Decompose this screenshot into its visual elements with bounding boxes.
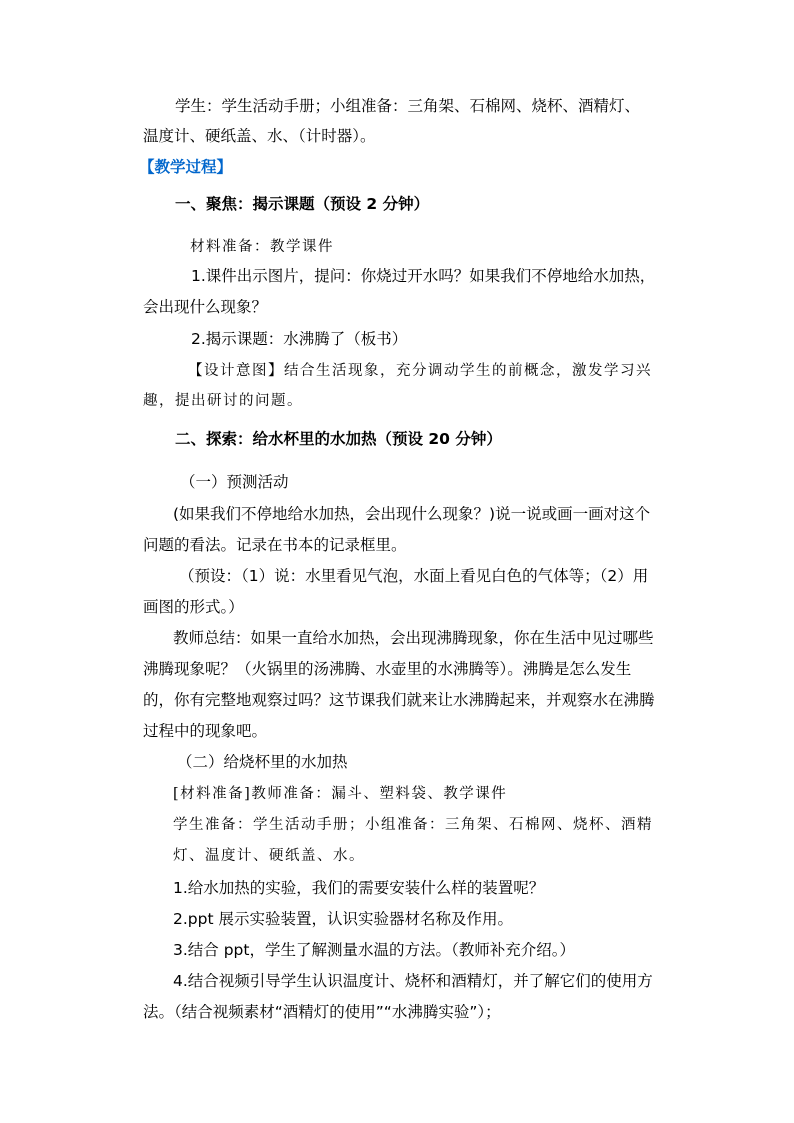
- sub-heading: 二、探索：给水杯里的水加热（预设 20 分钟）: [175, 430, 502, 448]
- text-line: 沸腾现象呢？（火锅里的汤沸腾、水壶里的水沸腾等）。沸腾是怎么发生: [143, 660, 632, 678]
- text-line: 4.结合视频引导学生认识温度计、烧杯和酒精灯，并了解它们的使用方: [173, 972, 653, 990]
- design-intent: 【设计意图】结合生活现象，充分调动学生的前概念，激发学习兴: [188, 363, 652, 379]
- text-line: 3.结合 ppt，学生了解测量水温的方法。（教师补充介绍。）: [173, 941, 575, 959]
- text-line: 会出现什么现象？: [143, 298, 268, 316]
- text-line: （二）给烧杯里的水加热: [177, 753, 348, 771]
- text-line: 1.课件出示图片，提问：你烧过开水吗？如果我们不停地给水加热，: [191, 267, 656, 285]
- text-line: 学生：学生活动手册；小组准备：三角架、石棉网、烧杯、酒精灯、: [175, 97, 641, 115]
- text-line: 教师总结：如果一直给水加热，会出现沸腾现象，你在生活中见过哪些: [173, 629, 654, 647]
- text-line: 趣，提出研讨的问题。: [143, 393, 303, 409]
- text-line: 问题的看法。记录在书本的记录框里。: [143, 536, 407, 554]
- text-line: 温度计、硬纸盖、水、（计时器）。: [143, 127, 376, 145]
- sub-heading: 一、聚焦：揭示课题（预设 2 分钟）: [175, 195, 430, 213]
- text-line: 过程中的现象吧。: [143, 722, 268, 740]
- text-line: 灯、温度计、硬纸盖、水。: [173, 848, 365, 864]
- text-line: [材料准备]教师准备：漏斗、塑料袋、教学课件: [173, 786, 508, 802]
- text-line: 的，你有完整地观察过吗？这节课我们就来让水沸腾起来，并观察水在沸腾: [143, 691, 655, 709]
- text-line: 材料准备：教学课件: [190, 239, 334, 255]
- text-line: 1.给水加热的实验，我们的需要安装什么样的装置呢？: [173, 879, 545, 897]
- text-line: 2.ppt 展示实验装置，认识实验器材名称及作用。: [173, 910, 513, 928]
- text-line: （一）预测活动: [180, 473, 289, 491]
- section-heading: 【教学过程】: [139, 158, 233, 176]
- text-line: （预设：（1）说：水里看见气泡，水面上看见白色的气体等；（2）用: [179, 567, 649, 585]
- text-line: 法。（结合视频素材“酒精灯的使用”“水沸腾实验”）；: [143, 1003, 501, 1021]
- text-line: 画图的形式。）: [143, 598, 244, 616]
- text-line: 学生准备：学生活动手册；小组准备：三角架、石棉网、烧杯、酒精: [173, 817, 653, 833]
- text-line: (如果我们不停地给水加热，会出现什么现象？)说一说或画一画对这个: [173, 505, 651, 523]
- text-line: 2.揭示课题：水沸腾了（板书）: [191, 330, 408, 348]
